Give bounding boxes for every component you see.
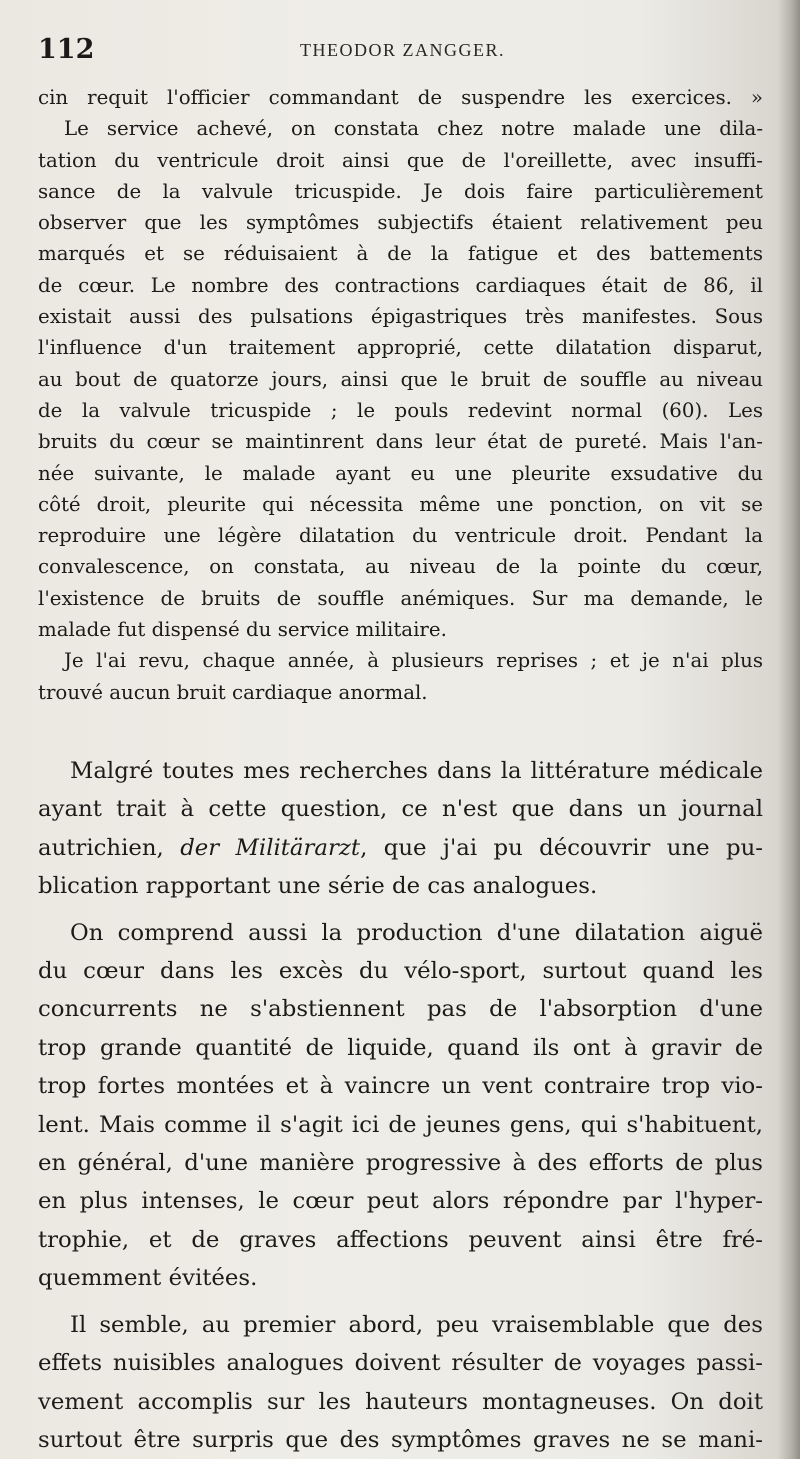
- page-number: 112: [38, 34, 95, 65]
- text-line: vement accomplis sur les hauteurs montagneuses. On doit: [38, 1388, 763, 1415]
- text-line: ayant trait à cette question, ce n'est que dans un journal: [38, 796, 763, 823]
- case-report-text: [38, 82, 763, 708]
- running-head: THEODOR ZANGGER.: [300, 40, 505, 60]
- text-line: trouvé aucun bruit cardiaque anormal.: [38, 680, 428, 704]
- text-line: Je l'ai revu, chaque année, à plusieurs reprises ; et je n'ai plus: [64, 649, 763, 673]
- journal-title: der Militärarzt: [180, 834, 361, 861]
- text-line: trophie, et de graves affections peuvent ainsi être fré-: [38, 1226, 763, 1253]
- text-line: blication rapportant une série de cas analogues.: [38, 873, 598, 900]
- text-line: malade fut dispensé du service militaire.: [38, 618, 447, 642]
- text-line: tation du ventricule droit ainsi que de l'oreillette, avec insuffi-: [38, 148, 763, 172]
- text-line: quemment évitées.: [38, 1265, 258, 1292]
- text-line: observer que les symptômes subjectifs étaient relativement peu: [38, 211, 763, 235]
- text-line: du cœur dans les excès du vélo-sport, surtout quand les: [38, 958, 763, 985]
- text-line: existait aussi des pulsations épigastriques très manifestes. Sous: [38, 305, 763, 329]
- text-line: bruits du cœur se maintinrent dans leur état de pureté. Mais l'an-: [38, 430, 763, 454]
- text-line: surtout être surpris que des symptômes graves ne se mani-: [38, 1426, 763, 1453]
- text-line: cin requit l'officier commandant de suspendre les exercices. »: [38, 86, 763, 109]
- text-line: en général, d'une manière progressive à des efforts de plus: [38, 1150, 763, 1177]
- text-line: trop grande quantité de liquide, quand ils ont à gravir de: [38, 1034, 763, 1061]
- text-line-with-journal: [38, 829, 763, 867]
- text-line: Malgré toutes mes recherches dans la littérature médicale: [70, 758, 763, 784]
- text-line: trop fortes montées et à vaincre un vent contraire trop vio-: [38, 1073, 763, 1100]
- text-line: reproduire une légère dilatation du ventricule droit. Pendant la: [38, 524, 763, 548]
- text-line: l'existence de bruits de souffle anémiques. Sur ma demande, le: [38, 586, 763, 610]
- text-line: lent. Mais comme il s'agit ici de jeunes gens, qui s'habituent,: [38, 1111, 763, 1138]
- main-text: [38, 752, 763, 1459]
- text-line: convalescence, on constata, au niveau de la pointe du cœur,: [38, 555, 763, 579]
- text-line: de la valvule tricuspide ; le pouls redevint normal (60). Les: [38, 398, 763, 422]
- text-line: au bout de quatorze jours, ainsi que le bruit de souffle au niveau: [38, 367, 763, 391]
- text-line: Le service achevé, on constata chez notre malade une dila-: [64, 117, 763, 141]
- text-line: l'influence d'un traitement approprié, cette dilatation disparut,: [38, 336, 763, 360]
- text-line: en plus intenses, le cœur peut alors répondre par l'hyper-: [38, 1188, 763, 1215]
- text-line: côté droit, pleurite qui nécessita même une ponction, on vit se: [38, 492, 763, 516]
- text-line: effets nuisibles analogues doivent résulter de voyages passi-: [38, 1350, 763, 1377]
- text-fragment: , que j'ai pu découvrir une pu-: [360, 834, 764, 861]
- text-line: concurrents ne s'abstiennent pas de l'absorption d'une: [38, 996, 763, 1023]
- text-line: marqués et se réduisaient à de la fatigue et des battements: [38, 242, 763, 266]
- text-line: On comprend aussi la production d'une dilatation aiguë: [70, 919, 763, 946]
- text-line: sance de la valvule tricuspide. Je dois faire particulièrement: [38, 179, 763, 203]
- page-header: [38, 34, 758, 70]
- text-line: Il semble, au premier abord, peu vraisemblable que des: [70, 1311, 763, 1338]
- page-edge-shadow: [778, 0, 800, 1459]
- text-line: née suivante, le malade ayant eu une pleurite exsudative du: [38, 461, 763, 485]
- text-line: de cœur. Le nombre des contractions cardiaques était de 86, il: [38, 273, 763, 297]
- text-fragment: autrichien,: [38, 834, 181, 861]
